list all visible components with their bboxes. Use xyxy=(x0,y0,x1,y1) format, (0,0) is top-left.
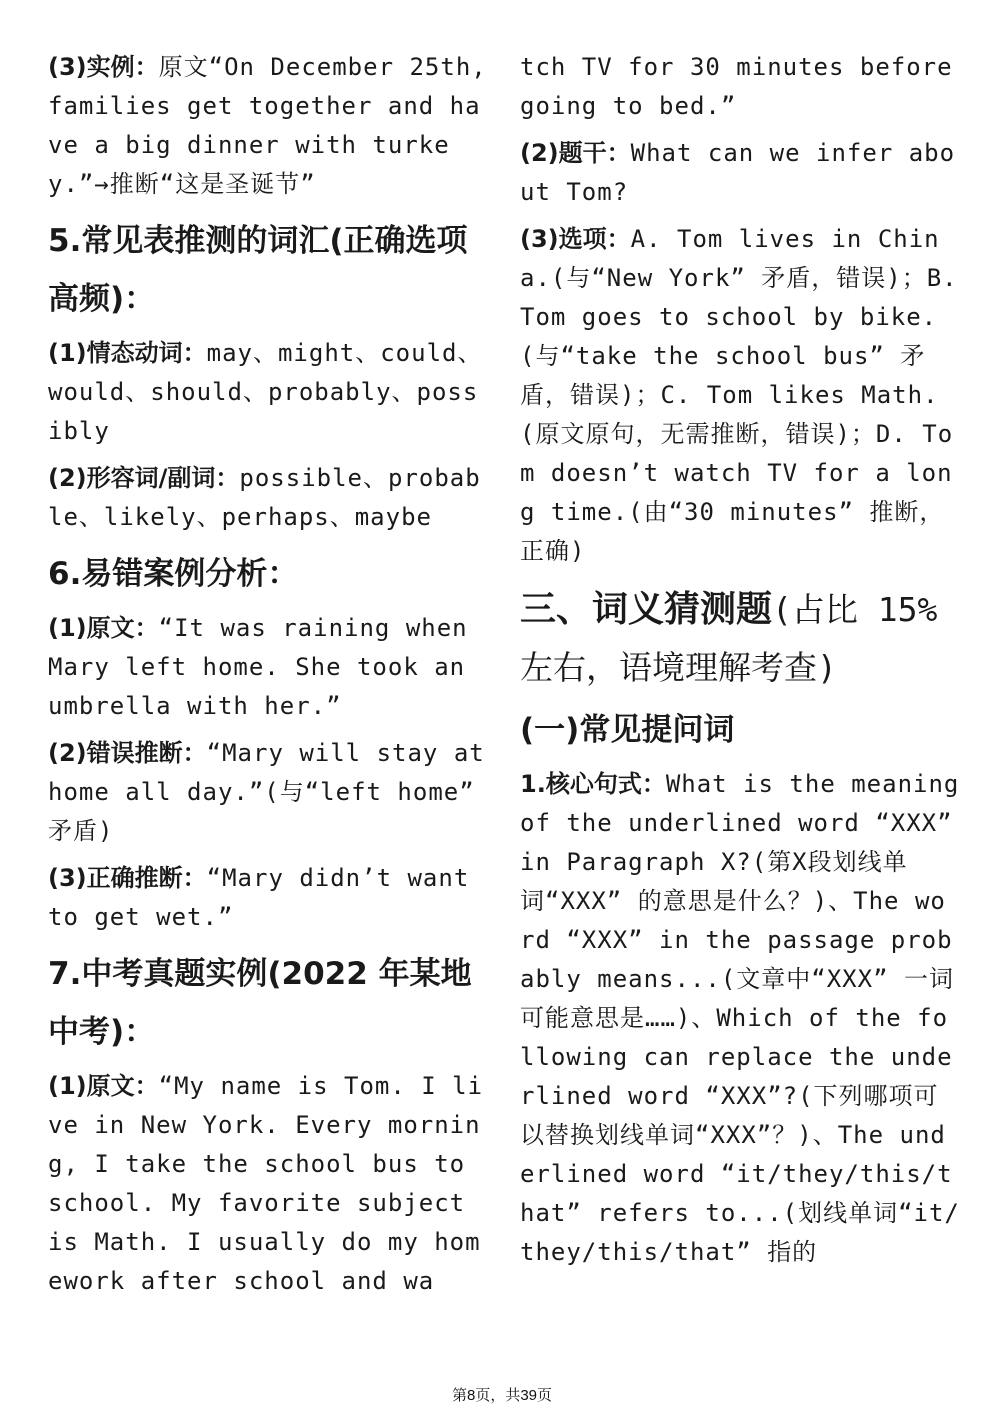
right-column xyxy=(520,48,960,1280)
correct-inference-label: (3)正确推断： xyxy=(48,864,207,892)
case-original-text: “It was raining when Mary left home. She took an umbrella with her.” xyxy=(48,614,468,720)
exam-original-label: (1)原文： xyxy=(48,1072,159,1100)
modal-verbs-text: may、might、could、would、should、probably、possibly xyxy=(48,339,483,445)
core-pattern-text: What is the meaning of the underlined word “XXX” in Paragraph X?(第X段划线单词“XXX” 的意思是什么？)、The word “XXX” in the passage probably means...(文章中“XXX” 一词可能意思是……)、Which of the following can replace the underlined word “XXX”?(下列哪项可以替换划线单词“XXX”？)、The underlined word “it/they/this/that” refers to...(划线单词“it/they/this/that” 指的 xyxy=(520,770,960,1266)
section-5-heading: 5.常见表推测的词汇(正确选项高频)： xyxy=(48,223,468,317)
wrong-inference-label: (2)错误推断： xyxy=(48,739,207,767)
example-paragraph xyxy=(48,48,488,204)
page-number: 第8页，共39页 xyxy=(451,1387,553,1404)
modal-verbs-paragraph xyxy=(48,334,488,451)
exam-original-text: “My name is Tom. I live in New York. Every morning, I take the school bus to school. My favorite subject is Math. I usually do my homework after school and wa xyxy=(48,1072,484,1295)
correct-inference-paragraph xyxy=(48,859,488,937)
core-pattern-paragraph xyxy=(520,765,960,1272)
case-original-paragraph xyxy=(48,609,488,726)
case-original-label: (1)原文： xyxy=(48,614,159,642)
exam-original-paragraph xyxy=(48,1067,488,1301)
modal-verbs-label: (1)情态动词： xyxy=(48,339,207,367)
correct-inference-text: “Mary didn’t want to get wet.” xyxy=(48,864,470,931)
options-label: (3)选项： xyxy=(520,225,631,253)
question-stem-text: What can we infer about Tom? xyxy=(520,139,956,206)
core-pattern-label: 1.核心句式： xyxy=(520,770,666,798)
section-6-heading: 6.易错案例分析： xyxy=(48,556,299,592)
continued-text: tch TV for 30 minutes before going to bed.” xyxy=(520,53,953,120)
part-3-heading xyxy=(520,581,960,697)
example-text: 原文“On December 25th, families get together and have a big dinner with turkey.”→推断“这是圣诞节” xyxy=(48,53,487,198)
part-3-title: 三、词义猜测题 xyxy=(520,589,773,630)
adjectives-text: possible、probable、likely、perhaps、maybe xyxy=(48,464,481,531)
adjectives-label: (2)形容词/副词： xyxy=(48,464,240,492)
section-7-heading: 7.中考真题实例(2022 年某地中考)： xyxy=(48,956,472,1050)
options-text: A. Tom lives in China.(与“New York” 矛盾，错误)；B. Tom goes to school by bike.(与“take the school bus” 矛盾，错误)；C. Tom likes Math.(原文原句，无需推断，错误)；D. Tom doesn’t watch TV for a long time.(由“30 minutes” 推断，正确) xyxy=(520,225,958,565)
options-paragraph xyxy=(520,220,960,571)
part-3-note: (占比 15% 左右，语境理解考查) xyxy=(520,590,938,687)
adjectives-paragraph xyxy=(48,459,488,537)
question-stem-paragraph xyxy=(520,134,960,212)
wrong-inference-text: “Mary will stay at home all day.”(与“left home” 矛盾) xyxy=(48,739,485,845)
left-column xyxy=(48,48,488,1309)
subsection-heading: (一)常见提问词 xyxy=(520,712,735,748)
example-label: (3)实例： xyxy=(48,53,159,81)
question-stem-label: (2)题干： xyxy=(520,139,631,167)
wrong-inference-paragraph xyxy=(48,734,488,851)
